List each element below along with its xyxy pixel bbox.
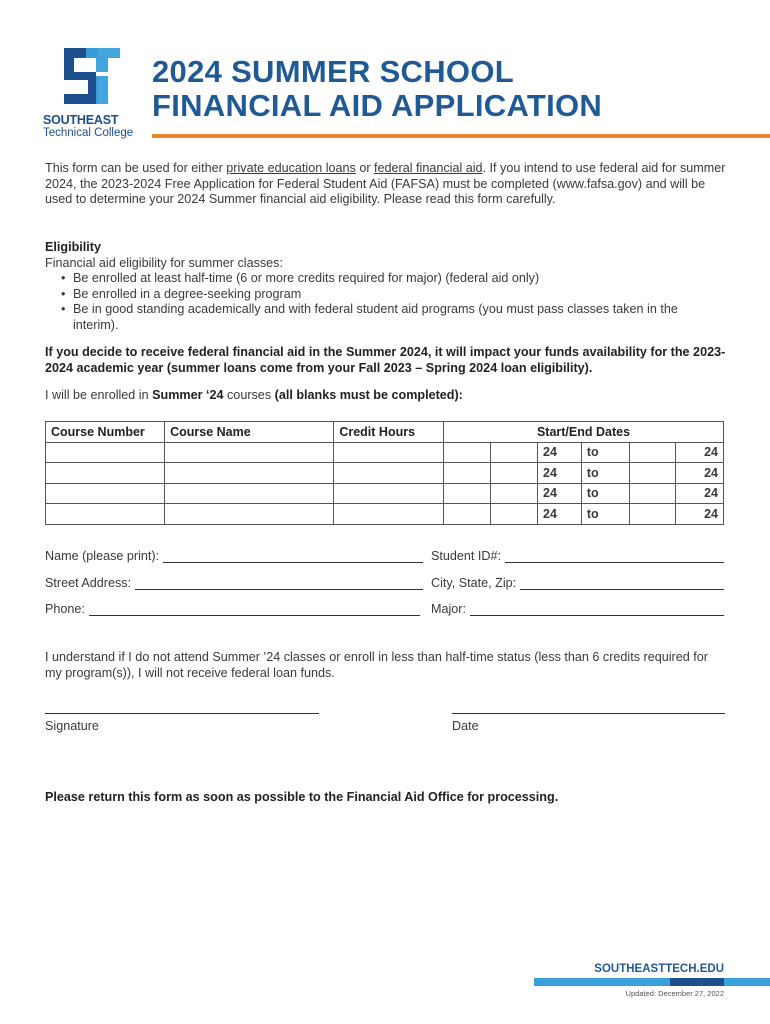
credit-hours-cell[interactable] bbox=[334, 483, 444, 504]
credit-hours-cell[interactable] bbox=[334, 463, 444, 484]
city-state-zip-input[interactable] bbox=[520, 577, 724, 590]
course-number-cell[interactable] bbox=[46, 463, 165, 484]
list-item: • Be enrolled at least half-time (6 or more credits required for major) (federal aid only) bbox=[61, 271, 540, 285]
course-number-cell[interactable] bbox=[46, 504, 165, 525]
enrollment-statement: I will be enrolled in Summer ‘24 courses (all blanks must be completed): bbox=[45, 388, 463, 402]
start-day-cell[interactable] bbox=[491, 483, 538, 504]
credit-hours-cell[interactable] bbox=[334, 442, 444, 463]
title-line-1: 2024 SUMMER SCHOOL bbox=[152, 54, 514, 89]
start-year-label: 24 bbox=[538, 483, 582, 504]
eligibility-section bbox=[45, 240, 735, 333]
name-field bbox=[45, 549, 423, 563]
college-logo bbox=[40, 44, 140, 144]
start-month-cell[interactable] bbox=[444, 463, 491, 484]
table-row bbox=[46, 483, 724, 504]
intro-paragraph: This form can be used for either private education loans or federal financial aid. If you intend to use federal aid for summer 2024, the 2023-2024 Free Application for Federal Student Aid (FAFSA) must be completed (www.fafsa.gov) and will be used to determine your 2024 Summer financial aid eligibility. Please read this form carefully. bbox=[45, 161, 726, 206]
phone-field bbox=[45, 602, 420, 616]
footer-updated: Updated: December 27, 2022 bbox=[625, 989, 724, 998]
to-label: to bbox=[581, 463, 629, 484]
credit-hours-cell[interactable] bbox=[334, 504, 444, 525]
table-header-row bbox=[46, 422, 724, 443]
list-item: • Be enrolled in a degree-seeking program bbox=[61, 286, 302, 301]
acknowledgement-text: I understand if I do not attend Summer ’24 classes or enroll in less than half-time status (less than 6 credits required for my program(s)), I will not receive federal loan funds. bbox=[45, 650, 708, 680]
name-input[interactable] bbox=[163, 550, 423, 563]
signature-input[interactable] bbox=[45, 713, 319, 714]
course-number-cell[interactable] bbox=[46, 442, 165, 463]
major-label: Major: bbox=[431, 602, 466, 616]
major-input[interactable] bbox=[470, 603, 724, 616]
start-month-cell[interactable] bbox=[444, 483, 491, 504]
logo-wordmark: SOUTHEAST bbox=[43, 113, 119, 127]
student-id-label: Student ID#: bbox=[431, 549, 502, 563]
logo-st-mark bbox=[40, 44, 140, 114]
col-start-end-dates: Start/End Dates bbox=[444, 422, 724, 443]
end-month-cell[interactable] bbox=[629, 463, 675, 484]
phone-label: Phone: bbox=[45, 602, 85, 616]
course-table bbox=[45, 421, 724, 525]
to-label: to bbox=[581, 442, 629, 463]
start-day-cell[interactable] bbox=[491, 463, 538, 484]
course-name-cell[interactable] bbox=[165, 504, 334, 525]
title-divider bbox=[152, 134, 770, 138]
end-year-label: 24 bbox=[675, 504, 723, 525]
name-label: Name (please print): bbox=[45, 549, 160, 563]
impact-notice: If you decide to receive federal financial aid in the Summer 2024, it will impact your funds availability for the 2023-2024 academic year (summer loans come from your Fall 2023 – Spring 2024 loan eligibility). bbox=[45, 345, 726, 375]
logo-subtitle: Technical College bbox=[43, 127, 134, 139]
city-state-zip-field bbox=[431, 576, 724, 590]
date-label: Date bbox=[452, 719, 479, 733]
course-name-cell[interactable] bbox=[165, 442, 334, 463]
street-address-field bbox=[45, 576, 423, 590]
phone-input[interactable] bbox=[89, 603, 420, 616]
start-day-cell[interactable] bbox=[491, 442, 538, 463]
col-credit-hours: Credit Hours bbox=[334, 422, 444, 443]
table-row bbox=[46, 463, 724, 484]
federal-aid-link[interactable]: federal financial aid bbox=[374, 161, 483, 175]
col-course-name: Course Name bbox=[165, 422, 334, 443]
end-year-label: 24 bbox=[675, 483, 723, 504]
start-year-label: 24 bbox=[538, 504, 582, 525]
start-year-label: 24 bbox=[538, 463, 582, 484]
start-day-cell[interactable] bbox=[491, 504, 538, 525]
footer-bar-light-right bbox=[724, 978, 770, 986]
date-input[interactable] bbox=[452, 713, 725, 714]
course-name-cell[interactable] bbox=[165, 463, 334, 484]
end-month-cell[interactable] bbox=[629, 504, 675, 525]
to-label: to bbox=[581, 483, 629, 504]
page-title bbox=[152, 55, 602, 123]
start-year-label: 24 bbox=[538, 442, 582, 463]
return-note: Please return this form as soon as possible to the Financial Aid Office for processing. bbox=[45, 790, 559, 804]
student-id-input[interactable] bbox=[505, 550, 724, 563]
table-row bbox=[46, 442, 724, 463]
to-label: to bbox=[581, 504, 629, 525]
footer-bar-dark bbox=[670, 978, 724, 986]
title-line-2: FINANCIAL AID APPLICATION bbox=[152, 88, 603, 123]
end-year-label: 24 bbox=[675, 442, 723, 463]
signature-label: Signature bbox=[45, 719, 99, 733]
city-state-zip-label: City, State, Zip: bbox=[431, 576, 517, 590]
footer-bar-light bbox=[534, 978, 670, 986]
start-month-cell[interactable] bbox=[444, 504, 491, 525]
private-loans-link[interactable]: private education loans bbox=[226, 161, 356, 175]
street-address-input[interactable] bbox=[135, 577, 423, 590]
student-id-field bbox=[431, 549, 724, 563]
list-item: • Be in good standing academically and with federal student aid programs (you must pass classes taken in the interim). bbox=[61, 302, 678, 332]
end-year-label: 24 bbox=[675, 463, 723, 484]
course-number-cell[interactable] bbox=[46, 483, 165, 504]
major-field bbox=[431, 602, 724, 616]
col-course-number: Course Number bbox=[46, 422, 165, 443]
end-month-cell[interactable] bbox=[629, 483, 675, 504]
footer-website[interactable]: SOUTHEASTTECH.EDU bbox=[594, 963, 724, 975]
end-month-cell[interactable] bbox=[629, 442, 675, 463]
start-month-cell[interactable] bbox=[444, 442, 491, 463]
street-address-label: Street Address: bbox=[45, 576, 132, 590]
eligibility-lead: Financial aid eligibility for summer classes: bbox=[45, 255, 283, 270]
course-name-cell[interactable] bbox=[165, 483, 334, 504]
eligibility-heading: Eligibility bbox=[45, 240, 101, 254]
table-row bbox=[46, 504, 724, 525]
eligibility-list bbox=[45, 271, 735, 333]
